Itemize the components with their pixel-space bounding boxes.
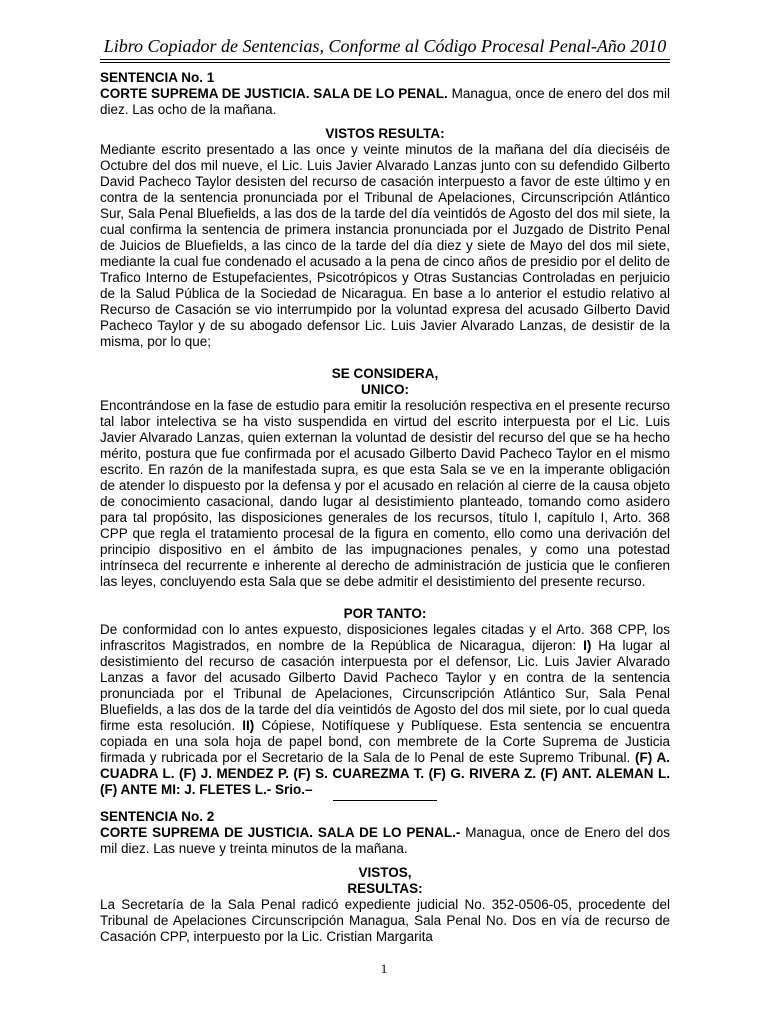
page-number: 1 xyxy=(380,961,388,976)
running-header: Libro Copiador de Sentencias, Conforme al Código Procesal Penal-Año 2010 xyxy=(103,36,667,56)
sentence-2-intro xyxy=(100,825,670,857)
sentence-2-resultas-heading: RESULTAS: xyxy=(347,881,423,896)
sentence-2-court: CORTE SUPREMA DE JUSTICIA. SALA DE LO PENAL.- xyxy=(100,825,461,840)
sentence-1-date: Managua, once de enero del dos mil diez. Las ocho de la mañana. xyxy=(100,86,670,117)
sentence-2-vistos-heading: VISTOS, xyxy=(358,865,412,880)
roman-numeral-2: II) xyxy=(242,718,255,733)
sentence-2-date: Managua, once de Enero del dos mil diez. Las nueve y treinta minutos de la mañana. xyxy=(100,825,670,856)
document-body xyxy=(100,70,670,945)
sentence-1-considera-heading: SE CONSIDERA, xyxy=(331,366,439,381)
portanto-intro: De conformidad con lo antes expuesto, disposiciones legales citadas y el Arto. 368 CPP, los infrascritos Magistrados, en nombre de la República de Nicaragua, dijeron: xyxy=(100,622,670,653)
sentence-1-court: CORTE SUPREMA DE JUSTICIA. SALA DE LO PENAL. xyxy=(100,86,448,101)
sentence-1-considera-paragraph: Encontrándose en la fase de estudio para emitir la resolución respectiva en el presente recurso tal labor intelectiva se ha visto suspendida en virtud del escrito interpuesta por el Lic. Luis Javier Alvarado Lanzas, quien externan la voluntad de desistir del recurso del que se ha hecho mérito, postura que fue confirmada por el acusado Gilberto David Pacheco Taylor en el mismo escrito. En razón de la manifestada supra, es que esta Sala se ve en la imperante obligación de atender lo dispuesto por la defensa y por el acusado en relación al cierre de la causa objeto de conocimiento casacional, dando lugar al desistimiento planteado, tomando como asidero para tal propósito, las disposiciones generales de los recursos, título I, capítulo I, Arto. 368 CPP que regla el tratamiento procesal de la figura en comento, ello como una derivación del principio dispositivo en el ámbito de las impugnaciones penales, y como una potestad intrínseca del recurrente e inherente al derecho de administración de justicia que le confieren las leyes, concluyendo esta Sala que se debe admitir el desistimiento del presente recurso. xyxy=(100,398,670,589)
sentence-1-portanto-heading: POR TANTO: xyxy=(343,606,427,621)
sentence-1-portanto-paragraph xyxy=(100,622,670,798)
portanto-resolution-2: Cópiese, Notifíquese y Publíquese. Esta sentencia se encuentra copiada en una sola hoja de papel bond, con membrete de la Corte Suprema de Justicia firmada y rubricada por el Secretario de la Sala de lo Penal de este Supremo Tribunal. xyxy=(100,718,670,765)
roman-numeral-1: I) xyxy=(583,638,592,653)
sentence-1-unico-heading: UNICO: xyxy=(361,382,409,397)
separator-line xyxy=(333,800,437,801)
sentence-1-vistos-paragraph: Mediante escrito presentado a las once y veinte minutos de la mañana del día dieciséis de Octubre del dos mil nueve, el Lic. Luis Javier Alvarado Lanzas junto con su defendido Gilberto David Pacheco Taylor desisten del recurso de casación interpuesto a favor de este último y en contra de la sentencia pronunciada por el Tribunal de Apelaciones, Circunscripción Atlántico Sur, Sala Penal Bluefields, a las dos de la tarde del día veintidós de Agosto del dos mil siete, la cual confirma la sentencia de primera instancia pronunciada por el Juzgado de Distrito Penal de Juicios de Bluefields, a las cinco de la tarde del día diez y siete de Mayo del dos mil siete, mediante la cual fue condenado el acusado a la pena de cinco años de presidio por el delito de Trafico Interno de Estupefacientes, Psicotrópicos y Otras Sustancias Controladas en perjuicio de la Salud Pública de la Sociedad de Nicaragua. En base a lo anterior el estudio relativo al Recurso de Casación se vio interrumpido por la voluntad expresa del acusado Gilberto David Pacheco Taylor y de su abogado defensor Lic. Luis Javier Alvarado Lanzas, de desistir de la misma, por lo que; xyxy=(100,142,670,349)
sentence-1-vistos-heading: VISTOS RESULTA: xyxy=(325,126,445,141)
header-rule xyxy=(100,59,670,63)
sentence-2-number: SENTENCIA No. 2 xyxy=(100,809,215,824)
sentence-1-number: SENTENCIA No. 1 xyxy=(100,70,215,85)
signatures: (F) A. CUADRA L. (F) J. MENDEZ P. (F) S. CUAREZMA T. (F) G. RIVERA Z. (F) ANT. ALEMAN L. (F) ANTE MI: J. FLETES L.- Srio.– xyxy=(100,750,670,797)
portanto-resolution-1: Ha lugar al desistimiento del recurso de casación interpuesta por el defensor, Lic. Luis Javier Alvarado Lanzas a favor del acusado Gilberto David Pacheco Taylor y en contra de la sentencia pronunciada por el Tribunal de Apelaciones, Circunscripción Atlántico Sur, Sala Penal Bluefields, a las dos de la tarde del día veintidós de Agosto del dos mil siete, por lo cual queda firme esta resolución. xyxy=(100,638,670,733)
sentence-1-intro xyxy=(100,86,670,118)
sentence-2-vistos-paragraph: La Secretaría de la Sala Penal radicó expediente judicial No. 352-0506-05, procedente del Tribunal de Apelaciones Circunscripción Managua, Sala Penal No. Dos en vía de recurso de Casación CPP, interpuesto por la Lic. Cristian Margarita xyxy=(100,897,670,944)
